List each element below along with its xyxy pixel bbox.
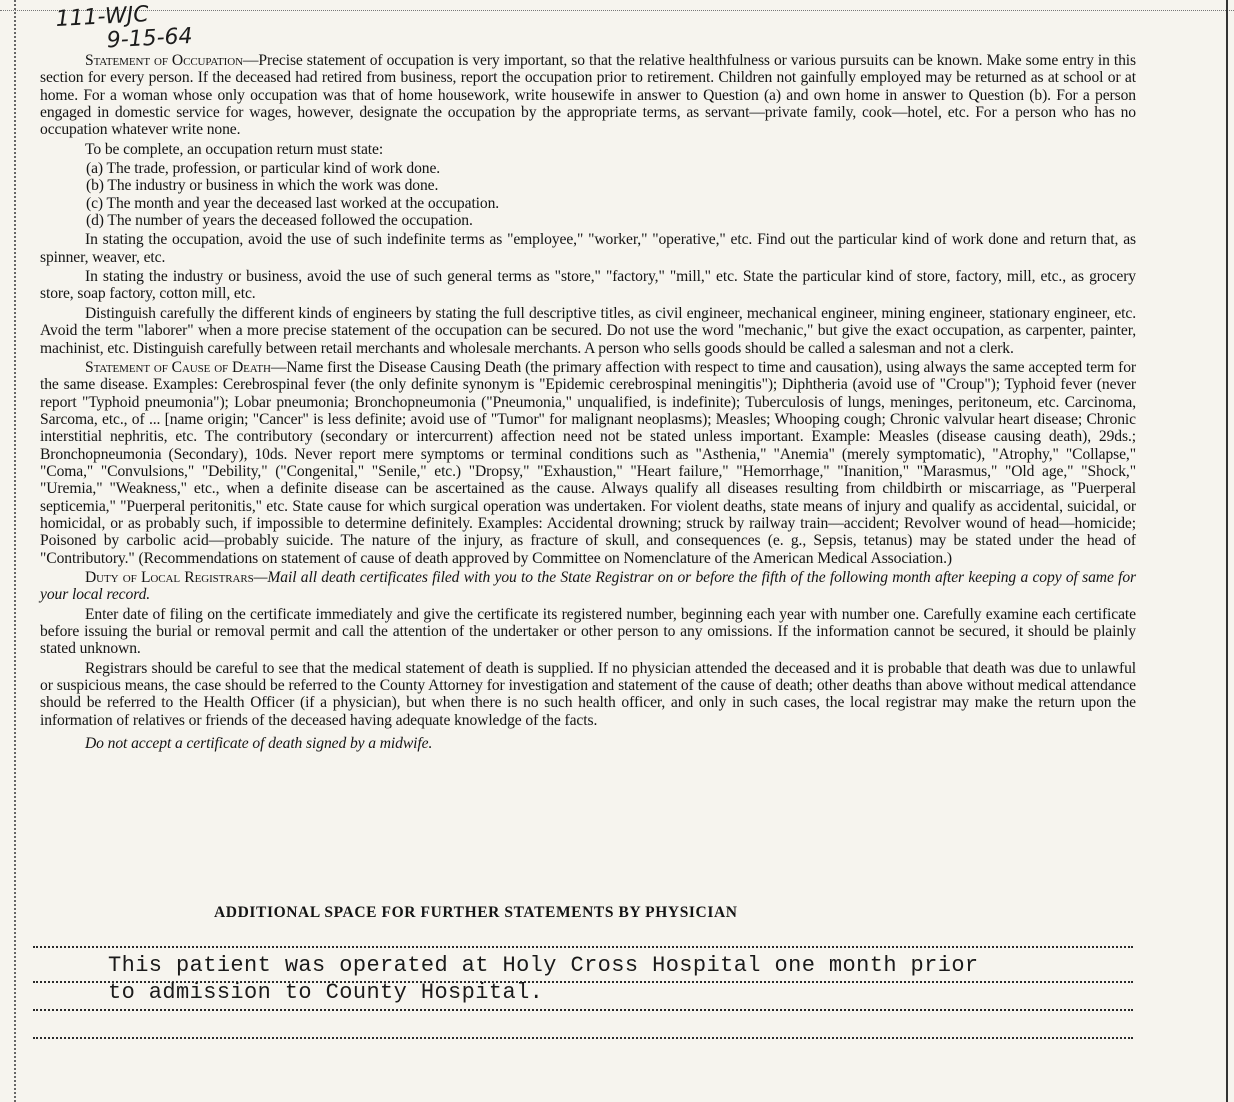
handwritten-annotation xyxy=(55,1,193,56)
occupation-complete-lead: To be complete, an occupation return must state: xyxy=(85,140,384,158)
dotted-rule xyxy=(33,1037,1133,1039)
list-item: (d) The number of years the deceased followed the occupation. xyxy=(86,212,473,230)
occupation-intro: —Precise statement of occupation is very important, so that the relative healthfulness or various pursuits can be known. Make some entry in this section for every person. If the deceased had retired from business, report the occupation prior to retirement. Children not gainfully employed may be returned as at school or at home. For a woman whose only occupation was that of home housework, write housewife in answer to Question (a) and own home in answer to Question (b). For a person engaged in domestic service for wages, however, designate the occupation by the appropriate terms, as servant—private family, cook—hotel, etc. For a person who has no occupation whatever write none. xyxy=(40,52,1136,139)
list-item: (c) The month and year the deceased last worked at the occupation. xyxy=(86,194,500,212)
cause-of-death-paragraph xyxy=(40,359,1136,567)
handwritten-code: 111-WJC xyxy=(54,2,150,32)
scan-left-edge xyxy=(0,0,16,1102)
additional-space-heading: ADDITIONAL SPACE FOR FURTHER STATEMENTS BY PHYSICIAN xyxy=(214,904,738,921)
physician-statement-line-2: to admission to County Hospital. xyxy=(108,980,544,1005)
duty-text: —Mail all death certificates filed with you to the State Registrar on or before the fifth of the following month after keeping a copy of same for your local record. xyxy=(40,568,1136,604)
cause-heading: Statement of Cause of Death xyxy=(85,358,271,376)
dotted-rule xyxy=(33,946,1133,948)
registrars-careful-paragraph: Registrars should be careful to see that the medical statement of death is supplied. If no physician attended the deceased and it is probable that death was due to unlawful or suspicious means, the case should be referred to the County Attorney for investigation and statement of the cause of death; other deaths than above without medical attendance should be referred to the Health Officer (if a physician), but when there is no such health officer, and only in such cases, the local registrar may make the return upon the information of relatives or friends of the deceased having adequate knowledge of the facts. xyxy=(40,659,1136,729)
duty-heading: Duty of Local Registrars xyxy=(85,568,254,586)
instructions-text xyxy=(40,52,1136,754)
handwritten-date: 9-15-64 xyxy=(106,23,194,54)
occupation-heading: Statement of Occupation xyxy=(85,52,243,69)
physician-statement-line-1: This patient was operated at Holy Cross Hospital one month prior xyxy=(108,953,979,978)
occupation-requirements-list xyxy=(86,160,1136,229)
midwife-note: Do not accept a certificate of death signed by a midwife. xyxy=(85,735,433,753)
dotted-rule xyxy=(33,1009,1133,1011)
filing-paragraph: Enter date of filing on the certificate immediately and give the certificate its registered number, beginning each year with number one. Carefully examine each certificate before issuing the burial or removal permit and call the attention of the undertaker or other person to any omissions. If the information cannot be secured, it should be plainly stated unknown. xyxy=(40,605,1136,658)
list-item: (a) The trade, profession, or particular kind of work done. xyxy=(86,160,441,178)
duty-paragraph xyxy=(40,569,1136,604)
occupation-terms-paragraph: In stating the occupation, avoid the use of such indefinite terms as "employee," "worker," "operative," etc. Find out the particular kind of work done and return that, as spinner, weaver, etc. xyxy=(40,231,1136,266)
engineers-paragraph: Distinguish carefully the different kinds of engineers by stating the full descriptive titles, as civil engineer, mechanical engineer, mining engineer, stationary engineer, etc. Avoid the term "laborer" when a more precise statement of the occupation can be secured. Do not use the word "mechanic," but give the exact occupation, as carpenter, painter, machinist, etc. Distinguish carefully between retail merchants and wholesale merchants. A person who sells goods should be called a salesman and not a clerk. xyxy=(40,304,1136,357)
cause-text: —Name first the Disease Causing Death (the primary affection with respect to time and causation), using always the same accepted term for the same disease. Examples: Cerebrospinal fever (the only definite synonym is "Epidemic cerebrospinal meningitis"); Diphtheria (avoid use of "Croup"); Typhoid fever (never report "Typhoid pneumonia"); Lobar pneumonia; Bronchopneumonia ("Pneumonia," unqualified, is indefinite); Tuberculosis of lungs, meninges, peritoneum, etc. Carcinoma, Sarcoma, etc., of ... [name origin; "Cancer" is less definite; avoid use of "Tumor" for malignant neoplasms); Measles; Whooping cough; Chronic valvular heart disease; Chronic interstitial nephritis, etc. The contributory (secondary or intercurrent) affection need not be stated unless important. Example: Measles (disease causing death), 29ds.; Bronchopneumonia (Secondary), 10ds. Never report mere symptoms or terminal conditions such as "Asthenia," "Anemia" (merely symptomatic), "Atrophy," "Collapse," "Coma," "Convulsions," "Debility," ("Congenital," "Senile," etc.) "Dropsy," "Exhaustion," "Heart failure," "Hemorrhage," "Inanition," "Marasmus," "Old age," "Shock," "Uremia," "Weakness," etc., when a definite disease can be ascertained as the cause. Always qualify all diseases resulting from childbirth or miscarriage, as "Puerperal septicemia," "Puerperal peritonitis," etc. State cause for which surgical operation was undertaken. For violent deaths, state means of injury and qualify as accidental, suicidal, or homicidal, or as probably such, if impossible to determine definitely. Examples: Accidental drowning; struck by railway train—accident; Revolver wound of head—homicide; Poisoned by carbolic acid—probably suicide. The nature of the injury, as fracture of skull, and consequences (e. g., Sepsis, tetanus) may be stated under the head of "Contributory." (Recommendations on statement of cause of death approved by Committee on Nomenclature of the American Medical Association.) xyxy=(40,358,1136,567)
list-item: (b) The industry or business in which the work was done. xyxy=(86,177,439,195)
occupation-paragraph xyxy=(40,52,1136,139)
industry-paragraph: In stating the industry or business, avoid the use of such general terms as "store," "factory," "mill," etc. State the particular kind of store, factory, mill, etc., as grocery store, soap factory, cotton mill, etc. xyxy=(40,268,1136,303)
scan-right-edge xyxy=(1226,0,1234,1102)
